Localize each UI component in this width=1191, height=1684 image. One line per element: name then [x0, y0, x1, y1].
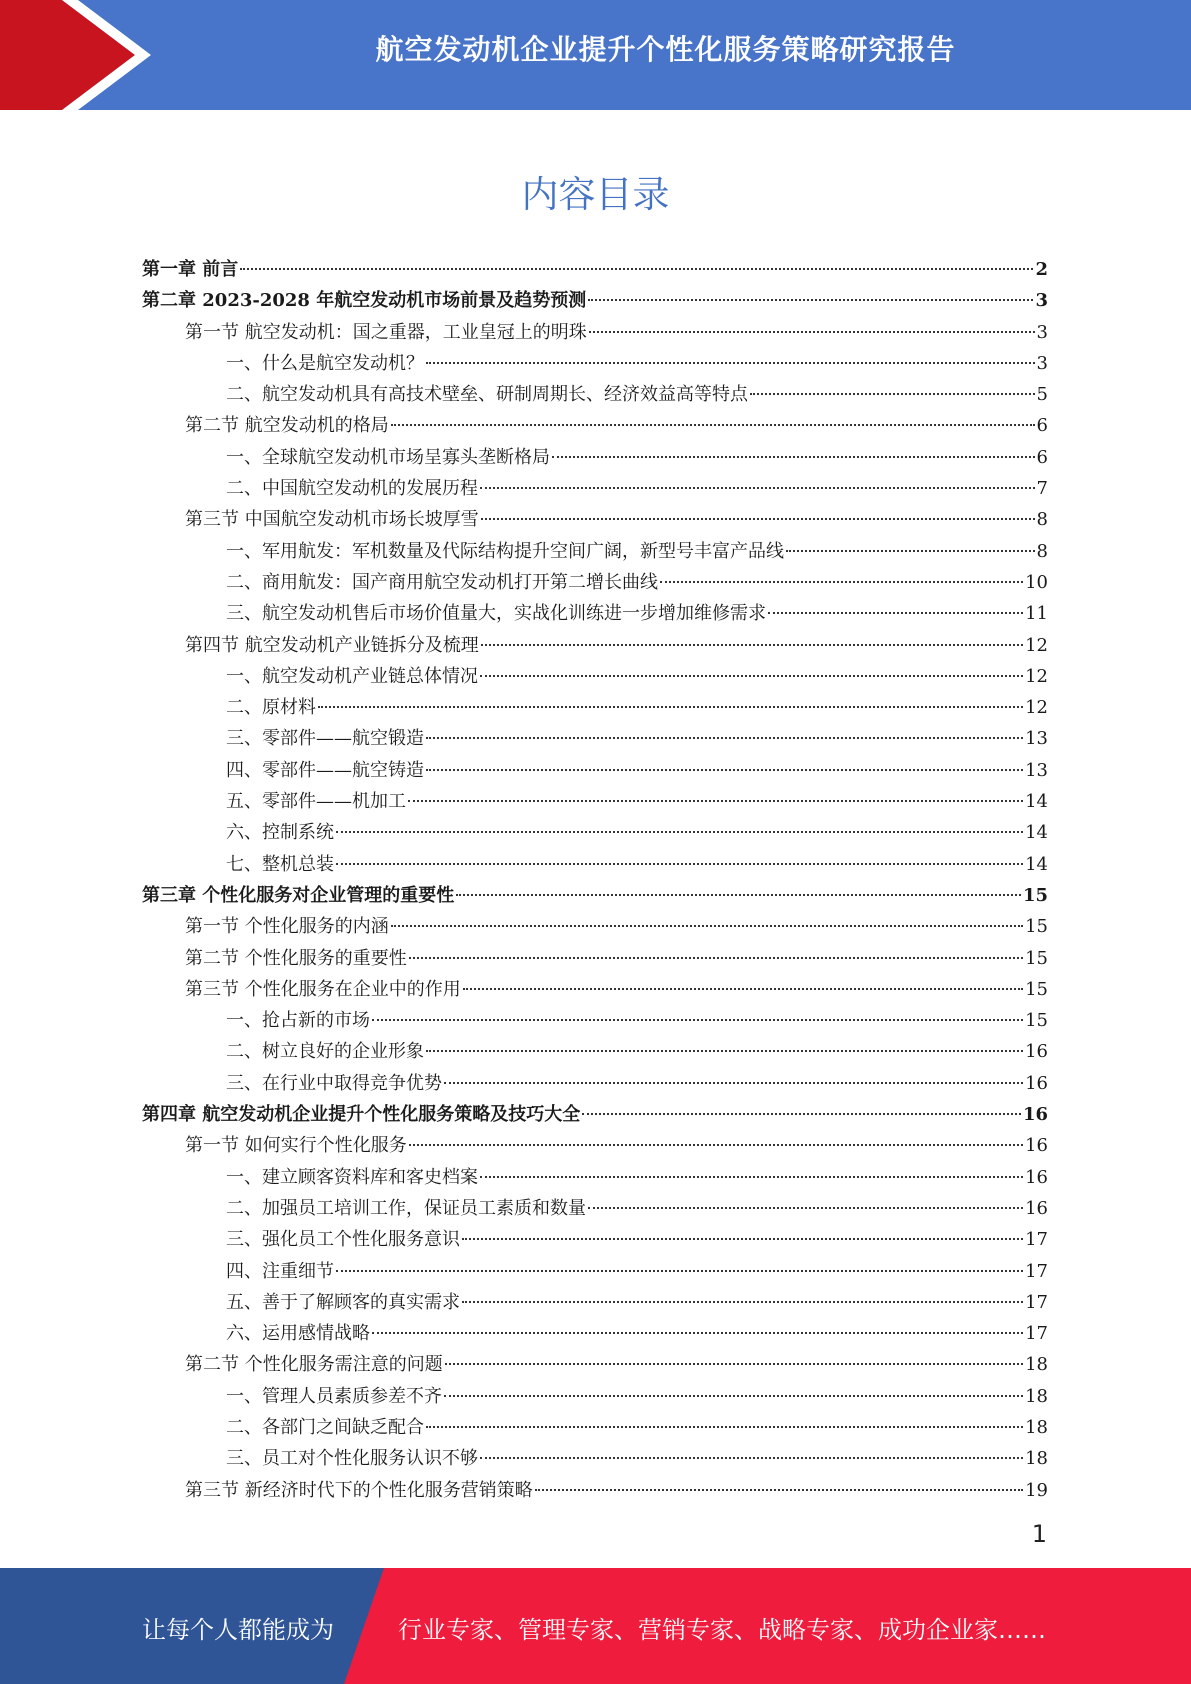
toc-entry-page: 15 [1025, 916, 1048, 938]
toc-dot-leader [480, 1176, 1023, 1178]
toc-section-entry[interactable] [142, 974, 1048, 1005]
toc-entry-page: 8 [1036, 509, 1048, 531]
toc-entry-title: 第三节 个性化服务在企业中的作用 [185, 978, 461, 1000]
toc-entry-page: 12 [1025, 665, 1048, 687]
toc-dot-leader [426, 769, 1023, 771]
toc-dot-leader [240, 268, 1033, 270]
toc-subsection-entry[interactable] [142, 849, 1048, 880]
toc-dot-leader [589, 331, 1035, 333]
toc-entry-title: 第三节 中国航空发动机市场长坡厚雪 [185, 509, 479, 531]
toc-dot-leader [318, 706, 1023, 708]
toc-subsection-entry[interactable] [142, 1036, 1048, 1067]
toc-section-entry[interactable] [142, 1475, 1048, 1506]
toc-subsection-entry[interactable] [142, 817, 1048, 848]
toc-dot-leader [481, 644, 1023, 646]
toc-dot-leader [426, 1426, 1023, 1428]
toc-section-entry[interactable] [142, 410, 1048, 441]
toc-entry-page: 17 [1025, 1323, 1048, 1345]
footer-slogan-left: 让每个人都能成为 [142, 1616, 334, 1644]
header-red-chevron [0, 0, 135, 110]
toc-dot-leader [391, 424, 1035, 426]
toc-entry-title: 二、加强员工培训工作，保证员工素质和数量 [226, 1197, 586, 1219]
toc-entry-page: 15 [1025, 947, 1048, 969]
toc-entry-page: 17 [1025, 1229, 1048, 1251]
toc-chapter-entry[interactable] [142, 254, 1048, 285]
toc-entry-title: 第三章 个性化服务对企业管理的重要性 [142, 884, 455, 906]
toc-entry-page: 15 [1025, 978, 1048, 1000]
toc-subsection-entry[interactable] [142, 1224, 1048, 1255]
table-of-contents [142, 254, 1048, 1506]
toc-section-entry[interactable] [142, 317, 1048, 348]
toc-entry-title: 第一章 前言 [142, 259, 239, 280]
toc-dot-leader [391, 925, 1023, 927]
toc-entry-title: 三、强化员工个性化服务意识 [226, 1229, 460, 1251]
toc-section-entry[interactable] [142, 630, 1048, 661]
toc-subsection-entry[interactable] [142, 1443, 1048, 1474]
toc-entry-page: 19 [1025, 1479, 1048, 1501]
toc-subsection-entry[interactable] [142, 1068, 1048, 1099]
toc-heading: 内容目录 [521, 173, 670, 216]
toc-dot-leader [445, 1363, 1023, 1365]
toc-dot-leader [426, 362, 1035, 364]
toc-entry-page: 18 [1025, 1354, 1048, 1376]
toc-chapter-entry[interactable] [142, 1099, 1048, 1130]
toc-dot-leader [462, 1238, 1023, 1240]
toc-entry-title: 二、树立良好的企业形象 [226, 1041, 424, 1063]
toc-entry-title: 三、零部件——航空锻造 [226, 728, 424, 750]
toc-entry-title: 二、各部门之间缺乏配合 [226, 1416, 424, 1438]
toc-entry-title: 三、在行业中取得竞争优势 [226, 1072, 442, 1094]
toc-entry-page: 15 [1025, 1010, 1048, 1032]
toc-entry-page: 3 [1035, 290, 1048, 312]
toc-entry-page: 7 [1036, 478, 1048, 500]
toc-entry-page: 13 [1025, 728, 1048, 750]
toc-subsection-entry[interactable] [142, 692, 1048, 723]
toc-entry-title: 第二节 航空发动机的格局 [185, 415, 389, 437]
toc-entry-title: 三、航空发动机售后市场价值量大，实战化训练进一步增加维修需求 [226, 603, 766, 625]
toc-entry-page: 10 [1025, 571, 1048, 593]
toc-dot-leader [535, 1489, 1023, 1491]
toc-entry-title: 四、零部件——航空铸造 [226, 759, 424, 781]
toc-entry-page: 16 [1025, 1166, 1048, 1188]
toc-section-entry[interactable] [142, 504, 1048, 535]
toc-entry-title: 第四章 航空发动机企业提升个性化服务策略及技巧大全 [142, 1104, 581, 1126]
toc-entry-page: 8 [1036, 540, 1048, 562]
toc-dot-leader [481, 518, 1035, 520]
toc-entry-title: 第一节 如何实行个性化服务 [185, 1135, 407, 1157]
toc-entry-page: 13 [1025, 759, 1048, 781]
toc-entry-title: 五、善于了解顾客的真实需求 [226, 1291, 460, 1313]
toc-entry-page: 12 [1025, 697, 1048, 719]
toc-entry-title: 第一节 个性化服务的内涵 [185, 916, 389, 938]
toc-entry-title: 二、原材料 [226, 697, 316, 719]
toc-entry-page: 3 [1036, 321, 1048, 343]
toc-entry-title: 四、注重细节 [226, 1260, 334, 1282]
toc-dot-leader [480, 675, 1023, 677]
toc-entry-title: 第一节 航空发动机：国之重器，工业皇冠上的明珠 [185, 321, 587, 343]
toc-dot-leader [660, 581, 1023, 583]
toc-dot-leader [786, 550, 1035, 552]
toc-subsection-entry[interactable] [142, 1381, 1048, 1412]
toc-dot-leader [372, 1332, 1023, 1334]
toc-subsection-entry[interactable] [142, 567, 1048, 598]
toc-dot-leader [372, 1019, 1023, 1021]
toc-entry-title: 第四节 航空发动机产业链拆分及梳理 [185, 634, 479, 656]
toc-dot-leader [463, 988, 1023, 990]
toc-section-entry[interactable] [142, 943, 1048, 974]
toc-dot-leader [444, 1082, 1023, 1084]
toc-dot-leader [480, 1457, 1023, 1459]
toc-entry-page: 17 [1025, 1291, 1048, 1313]
toc-entry-page: 16 [1025, 1041, 1048, 1063]
toc-subsection-entry[interactable] [142, 1287, 1048, 1318]
toc-entry-title: 一、航空发动机产业链总体情况 [226, 665, 478, 687]
toc-entry-title: 二、航空发动机具有高技术壁垒、研制周期长、经济效益高等特点 [226, 384, 748, 406]
toc-entry-title: 二、商用航发：国产商用航空发动机打开第二增长曲线 [226, 571, 658, 593]
toc-entry-page: 11 [1025, 603, 1048, 625]
toc-subsection-entry[interactable] [142, 442, 1048, 473]
toc-dot-leader [408, 800, 1023, 802]
toc-subsection-entry[interactable] [142, 755, 1048, 786]
toc-entry-title: 五、零部件——机加工 [226, 791, 406, 813]
toc-entry-title: 第三节 新经济时代下的个性化服务营销策略 [185, 1479, 533, 1501]
toc-entry-title: 第二节 个性化服务的重要性 [185, 947, 407, 969]
toc-entry-page: 14 [1025, 853, 1048, 875]
toc-section-entry[interactable] [142, 1130, 1048, 1161]
toc-subsection-entry[interactable] [142, 348, 1048, 379]
toc-dot-leader [426, 737, 1023, 739]
toc-subsection-entry[interactable] [142, 1005, 1048, 1036]
toc-entry-title: 三、员工对个性化服务认识不够 [226, 1448, 478, 1470]
toc-section-entry[interactable] [142, 911, 1048, 942]
report-header [0, 0, 1191, 110]
toc-entry-title: 六、控制系统 [226, 822, 334, 844]
toc-entry-title: 一、抢占新的市场 [226, 1010, 370, 1032]
toc-entry-title: 一、军用航发：军机数量及代际结构提升空间广阔，新型号丰富产品线 [226, 540, 784, 562]
toc-subsection-entry[interactable] [142, 536, 1048, 567]
toc-subsection-entry[interactable] [142, 1256, 1048, 1287]
toc-chapter-entry[interactable] [142, 285, 1048, 316]
toc-entry-page: 6 [1036, 415, 1048, 437]
toc-dot-leader [582, 1113, 1021, 1115]
toc-chapter-entry[interactable] [142, 880, 1048, 911]
toc-subsection-entry[interactable] [142, 598, 1048, 629]
toc-dot-leader [462, 1301, 1023, 1303]
toc-entry-title: 一、什么是航空发动机？ [226, 352, 424, 374]
toc-entry-page: 14 [1025, 822, 1048, 844]
toc-entry-title: 一、建立顾客资料库和客史档案 [226, 1166, 478, 1188]
document-title: 航空发动机企业提升个性化服务策略研究报告 [375, 33, 956, 66]
toc-entry-page: 3 [1036, 352, 1048, 374]
toc-entry-page: 18 [1025, 1416, 1048, 1438]
toc-subsection-entry[interactable] [142, 1162, 1048, 1193]
toc-subsection-entry[interactable] [142, 723, 1048, 754]
toc-entry-page: 18 [1025, 1385, 1048, 1407]
toc-subsection-entry[interactable] [142, 379, 1048, 410]
toc-dot-leader [426, 1050, 1023, 1052]
toc-entry-page: 16 [1025, 1135, 1048, 1157]
toc-section-entry[interactable] [142, 1349, 1048, 1380]
toc-dot-leader [588, 299, 1033, 301]
toc-entry-page: 12 [1025, 634, 1048, 656]
toc-dot-leader [456, 894, 1021, 896]
toc-entry-page: 18 [1025, 1448, 1048, 1470]
toc-dot-leader [336, 1270, 1023, 1272]
toc-subsection-entry[interactable] [142, 661, 1048, 692]
toc-subsection-entry[interactable] [142, 786, 1048, 817]
toc-entry-title: 六、运用感情战略 [226, 1323, 370, 1345]
toc-dot-leader [409, 957, 1023, 959]
toc-dot-leader [768, 612, 1023, 614]
toc-subsection-entry[interactable] [142, 1318, 1048, 1349]
footer-slogan-right: 行业专家、管理专家、营销专家、战略专家、成功企业家…… [398, 1616, 1046, 1644]
toc-entry-title: 第二章 2023-2028 年航空发动机市场前景及趋势预测 [142, 290, 587, 312]
toc-entry-title: 一、管理人员素质参差不齐 [226, 1385, 442, 1407]
toc-entry-page: 15 [1022, 884, 1048, 906]
toc-dot-leader [588, 1207, 1023, 1209]
toc-dot-leader [409, 1144, 1023, 1146]
toc-dot-leader [444, 1395, 1023, 1397]
toc-dot-leader [750, 393, 1035, 395]
toc-entry-title: 一、全球航空发动机市场呈寡头垄断格局 [226, 446, 550, 468]
page-number: 1 [1031, 1520, 1047, 1548]
toc-subsection-entry[interactable] [142, 1412, 1048, 1443]
toc-subsection-entry[interactable] [142, 473, 1048, 504]
report-footer [0, 1568, 1191, 1684]
toc-entry-page: 14 [1025, 791, 1048, 813]
toc-entry-page: 16 [1025, 1072, 1048, 1094]
toc-dot-leader [336, 831, 1023, 833]
toc-dot-leader [552, 456, 1035, 458]
toc-entry-page: 5 [1036, 384, 1048, 406]
toc-subsection-entry[interactable] [142, 1193, 1048, 1224]
toc-entry-title: 二、中国航空发动机的发展历程 [226, 478, 478, 500]
toc-entry-title: 七、整机总装 [226, 853, 334, 875]
toc-entry-page: 17 [1025, 1260, 1048, 1282]
toc-entry-page: 6 [1036, 446, 1048, 468]
toc-entry-title: 第二节 个性化服务需注意的问题 [185, 1354, 443, 1376]
toc-entry-page: 16 [1022, 1104, 1048, 1126]
toc-dot-leader [336, 863, 1023, 865]
toc-entry-page: 16 [1025, 1197, 1048, 1219]
toc-entry-page: 2 [1035, 259, 1048, 280]
toc-dot-leader [480, 487, 1035, 489]
